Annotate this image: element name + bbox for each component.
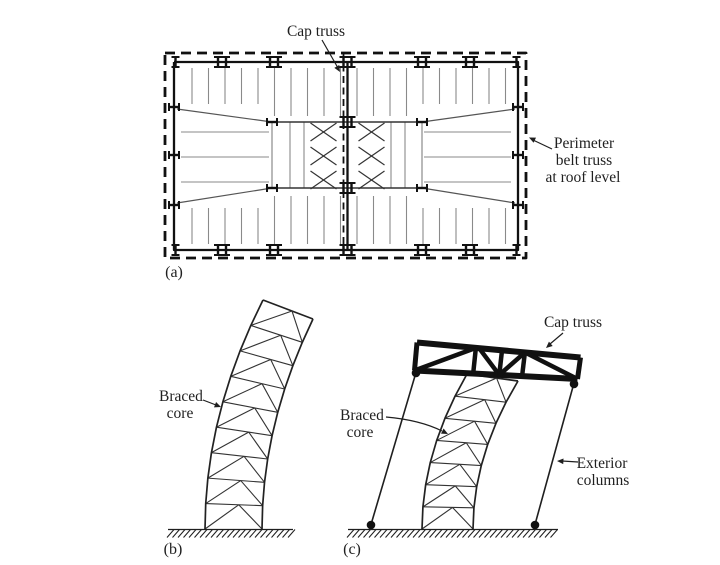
- tag-panel-b: (b): [163, 541, 183, 558]
- tag-panel-a: (a): [165, 264, 183, 281]
- label-exterior-columns-line1: Exterior: [576, 455, 628, 472]
- label-braced-core-c-line2: core: [346, 424, 374, 441]
- label-cap-truss-c: Cap truss: [543, 314, 603, 331]
- label-cap-truss-plan: Cap truss: [286, 23, 346, 40]
- label-braced-core-b-line2: core: [166, 405, 194, 422]
- label-perimeter-line1: Perimeter: [553, 135, 615, 152]
- label-braced-core-b-line1: Braced: [159, 388, 203, 405]
- label-perimeter-line3: at roof level: [545, 169, 621, 186]
- cap-truss-elevation-c: [347, 343, 581, 538]
- label-exterior-columns-line2: columns: [576, 472, 630, 489]
- plan-view-a: [165, 53, 526, 258]
- tag-panel-c: (c): [343, 541, 361, 558]
- label-braced-core-c-line1: Braced: [340, 407, 384, 424]
- label-perimeter-line2: belt truss: [555, 152, 613, 169]
